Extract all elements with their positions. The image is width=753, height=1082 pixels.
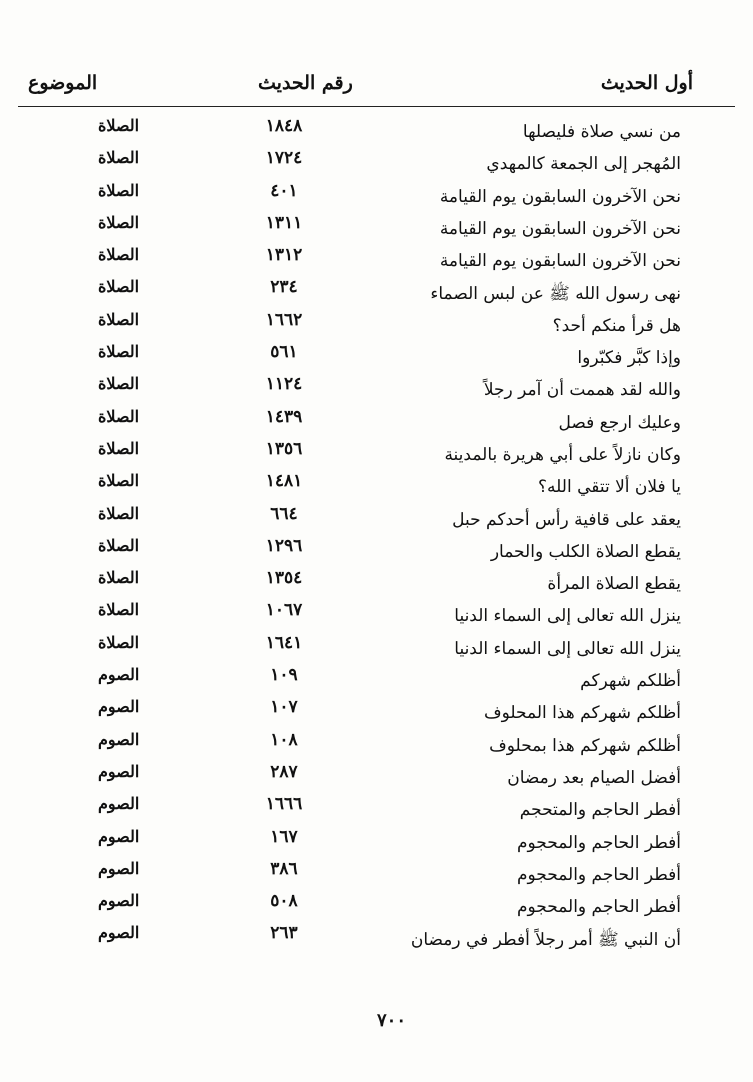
hadith-number: ٥٠٨ bbox=[270, 891, 298, 912]
table-row bbox=[18, 600, 735, 632]
hadith-first-words: ينزل الله تعالى إلى السماء الدنيا bbox=[454, 606, 681, 627]
hadith-first-words: وعليك ارجع فصل bbox=[558, 412, 681, 433]
hadith-number: ١١٢٤ bbox=[265, 374, 303, 395]
header-hadith-number: رقم الحديث bbox=[258, 72, 353, 94]
hadith-number: ١٨٤٨ bbox=[265, 116, 303, 136]
table-row bbox=[18, 116, 735, 148]
table-row bbox=[18, 633, 735, 665]
hadith-topic: الصلاة bbox=[98, 535, 140, 555]
hadith-first-words: نحن الآخرون السابقون يوم القيامة bbox=[439, 251, 681, 272]
hadith-topic: الصلاة bbox=[98, 245, 140, 265]
hadith-topic: الصلاة bbox=[98, 406, 140, 426]
table-row bbox=[18, 665, 735, 697]
hadith-number: ١٣١٢ bbox=[265, 245, 303, 266]
table-row bbox=[18, 471, 735, 503]
table-row bbox=[18, 148, 735, 180]
hadith-number: ١٣١١ bbox=[265, 212, 303, 233]
hadith-topic: الصوم bbox=[98, 826, 140, 846]
table-row bbox=[18, 859, 735, 891]
header-first-words: أول الحديث bbox=[600, 72, 693, 94]
hadith-number: ١٦٦٦ bbox=[265, 794, 303, 815]
hadith-first-words: ينزل الله تعالى إلى السماء الدنيا bbox=[454, 638, 681, 659]
hadith-topic: الصوم bbox=[98, 761, 140, 781]
hadith-first-words: أفطر الحاجم والمحجوم bbox=[516, 832, 681, 853]
table-row bbox=[18, 794, 735, 826]
hadith-topic: الصلاة bbox=[98, 212, 140, 232]
table-row bbox=[18, 762, 735, 794]
hadith-topic: الصلاة bbox=[98, 277, 140, 297]
hadith-number: ١٦٧ bbox=[270, 826, 298, 847]
hadith-number: ١٠٩ bbox=[270, 665, 298, 686]
hadith-number: ١٠٧ bbox=[270, 697, 298, 718]
hadith-first-words: أفضل الصيام بعد رمضان bbox=[507, 767, 681, 788]
hadith-first-words: وكان نازلاً على أبي هريرة بالمدينة bbox=[444, 444, 681, 465]
table-row bbox=[18, 245, 735, 277]
hadith-topic: الصلاة bbox=[98, 148, 140, 168]
header-topic: الموضوع bbox=[28, 72, 98, 94]
hadith-first-words: نهى رسول الله ﷺ عن لبس الصماء bbox=[430, 284, 681, 305]
hadith-topic: الصوم bbox=[98, 697, 140, 717]
hadith-first-words: أظلكم شهركم هذا المحلوف bbox=[483, 703, 681, 724]
table-row bbox=[18, 213, 735, 245]
hadith-number: ١٣٥٦ bbox=[265, 438, 303, 459]
hadith-first-words: يعقد على قافية رأس أحدكم حبل bbox=[452, 509, 681, 530]
table-row bbox=[18, 310, 735, 342]
hadith-first-words: يقطع الصلاة المرأة bbox=[547, 574, 681, 595]
hadith-topic: الصوم bbox=[98, 858, 140, 878]
hadith-topic: الصلاة bbox=[98, 632, 140, 652]
table-row bbox=[18, 374, 735, 406]
table-row bbox=[18, 439, 735, 471]
table-header bbox=[18, 72, 735, 107]
hadith-topic: الصلاة bbox=[98, 600, 140, 620]
hadith-first-words: هل قرأ منكم أحد؟ bbox=[552, 315, 681, 336]
hadith-first-words: يقطع الصلاة الكلب والحمار bbox=[490, 541, 681, 562]
table-row bbox=[18, 568, 735, 600]
hadith-number: ٢٨٧ bbox=[270, 761, 298, 782]
page-number: ٧٠٠ bbox=[376, 1010, 406, 1031]
table-row bbox=[18, 181, 735, 213]
hadith-number: ١٠٨ bbox=[270, 729, 298, 750]
hadith-topic: الصوم bbox=[98, 923, 140, 943]
table-row bbox=[18, 277, 735, 309]
hadith-first-words: أفطر الحاجم والمحجوم bbox=[516, 864, 681, 885]
hadith-topic: الصلاة bbox=[98, 116, 140, 135]
hadith-number: ١٦٦٢ bbox=[265, 309, 303, 330]
hadith-number: ٢٣٤ bbox=[270, 277, 298, 298]
hadith-number: ١٤٣٩ bbox=[265, 406, 303, 427]
hadith-topic: الصلاة bbox=[98, 180, 140, 200]
hadith-number: ٢٦٣ bbox=[270, 923, 298, 944]
hadith-first-words: نحن الآخرون السابقون يوم القيامة bbox=[439, 186, 681, 207]
hadith-number: ١٢٩٦ bbox=[265, 535, 303, 556]
hadith-first-words: أن النبي ﷺ أمر رجلاً أفطر في رمضان bbox=[410, 930, 681, 951]
hadith-topic: الصوم bbox=[98, 729, 140, 749]
table-row bbox=[18, 504, 735, 536]
hadith-first-words: أظلكم شهركم bbox=[580, 671, 681, 692]
hadith-topic: الصلاة bbox=[98, 503, 140, 523]
hadith-first-words: والله لقد هممت أن آمر رجلاً bbox=[483, 380, 681, 401]
hadith-number: ١٧٢٤ bbox=[265, 148, 303, 169]
hadith-topic: الصوم bbox=[98, 891, 140, 911]
hadith-first-words: المُهجر إلى الجمعة كالمهدي bbox=[486, 154, 681, 175]
table-row bbox=[18, 827, 735, 859]
hadith-first-words: من نسي صلاة فليصلها bbox=[522, 122, 681, 142]
table-row bbox=[18, 407, 735, 439]
hadith-number: ٤٠١ bbox=[270, 180, 298, 201]
hadith-index-list bbox=[18, 116, 735, 956]
table-row bbox=[18, 697, 735, 729]
hadith-first-words: أفطر الحاجم والمتحجم bbox=[519, 800, 681, 821]
hadith-number: ١٤٨١ bbox=[265, 471, 303, 492]
table-row bbox=[18, 923, 735, 955]
hadith-first-words: يا فلان ألا تتقي الله؟ bbox=[538, 477, 681, 498]
hadith-topic: الصلاة bbox=[98, 568, 140, 588]
hadith-number: ٦٦٤ bbox=[270, 503, 298, 524]
hadith-topic: الصوم bbox=[98, 665, 140, 685]
hadith-number: ١٦٤١ bbox=[265, 632, 303, 653]
hadith-topic: الصلاة bbox=[98, 342, 140, 362]
hadith-topic: الصلاة bbox=[98, 309, 140, 329]
hadith-first-words: نحن الآخرون السابقون يوم القيامة bbox=[439, 218, 681, 239]
hadith-number: ٥٦١ bbox=[270, 342, 298, 363]
table-row bbox=[18, 342, 735, 374]
table-row bbox=[18, 730, 735, 762]
hadith-topic: الصلاة bbox=[98, 471, 140, 491]
table-row bbox=[18, 891, 735, 923]
hadith-first-words: أفطر الحاجم والمحجوم bbox=[516, 897, 681, 918]
hadith-number: ١٠٦٧ bbox=[265, 600, 303, 621]
hadith-first-words: أظلكم شهركم هذا بمحلوف bbox=[489, 735, 681, 756]
hadith-topic: الصلاة bbox=[98, 374, 140, 394]
hadith-number: ١٣٥٤ bbox=[265, 568, 303, 589]
hadith-first-words: وإذا كبَّر فكبّروا bbox=[577, 348, 681, 369]
hadith-topic: الصوم bbox=[98, 794, 140, 814]
table-row bbox=[18, 536, 735, 568]
hadith-topic: الصلاة bbox=[98, 438, 140, 458]
hadith-number: ٣٨٦ bbox=[270, 858, 298, 879]
